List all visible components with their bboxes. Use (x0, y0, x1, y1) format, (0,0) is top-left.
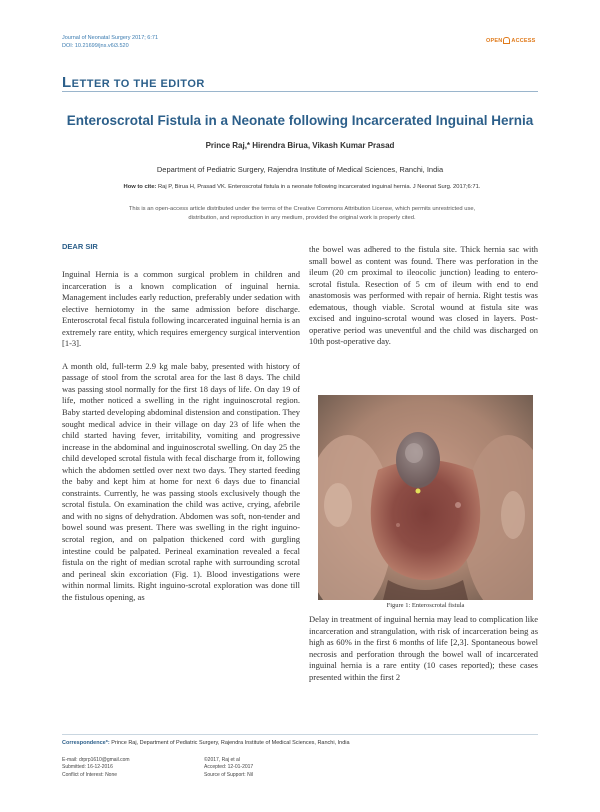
intro-paragraph: Inguinal Hernia is a common surgical problem in children and incarceration is a known complication of inguinal hernia. Management includes early reduction, preferably under sedation with elective herniotomy in the same admission before discharge. Enteroscrotal fecal fistula following incarcerated inguinal hernia is an extremely rare entity, which requires emergency surgical intervention [1-3]. (62, 269, 300, 349)
clinical-photo (318, 395, 533, 600)
journal-citation: Journal of Neonatal Surgery 2017; 6:71 (62, 35, 159, 41)
journal-doi[interactable]: DOI: 10.21699/jns.v6i3.520 (62, 43, 129, 49)
footer-right (204, 757, 253, 779)
salutation: DEAR SIR (62, 242, 98, 251)
copyright: ©2017, Raj et al (204, 757, 240, 763)
journal-header (62, 34, 158, 50)
article-authors: Prince Raj,* Hirendra Birua, Vikash Kumar Prasad (205, 141, 395, 150)
section-heading: LETTER TO THE EDITOR (62, 74, 205, 91)
article-title: Enteroscrotal Fistula in a Neonate following Incarcerated Inguinal Hernia (66, 113, 534, 128)
correspondence-text: Prince Raj, Department of Pediatric Surgery, Rajendra Institute of Medical Sciences, Ranchi, India (111, 740, 350, 746)
enteroscrotal-fistula-photo (318, 395, 533, 600)
left-column (62, 269, 300, 614)
discussion-paragraph: Delay in treatment of inguinal hernia may lead to complication like incarceration and strangulation, with risk of incarceration being as high as 60% in the first 6 months of life [2,3]. Spontaneous bowel necrosis and perforation through the bowel wall of incarcerated inguinal hernia is a rare entity (10 cases reported); these cases presented within the first 2 (309, 614, 538, 682)
correspondence (62, 740, 350, 746)
source-of-support: Source of Support: Nil (204, 771, 253, 778)
open-lock-icon (503, 37, 510, 44)
figure-caption: Figure 1: Enteroscrotal fistula (386, 602, 465, 609)
cite-label: How to cite: (123, 184, 157, 190)
footer-left (62, 757, 130, 779)
right-column-bottom (309, 614, 538, 694)
correspondence-label: Correspondence*: (62, 740, 110, 746)
article-affiliation: Department of Pediatric Surgery, Rajendra Institute of Medical Sciences, Ranchi, India (156, 165, 444, 174)
accepted-date: Accepted: 12-01-2017 (204, 764, 254, 771)
footer-divider (62, 734, 538, 735)
header-divider (62, 91, 538, 92)
conflict-of-interest: Conflict of Interest: None (62, 771, 118, 778)
operative-paragraph: the bowel was adhered to the fistula site. Thick hernia sac with small bowel as content was found. There was perforation in the ileum (20 cm proximal to ileocolic junction) leading to entero-scrotal fistula. Resection of 5 cm of ileum with end to end anastomosis was performed with repair of hernia. Right testis was edematous, though viable. Scrotal wound at fistula site was excised and inguino-scrotal wound was closed in layers. Post-operative period was uneventful and the child was discharged on 10th post-operative day. (309, 244, 538, 347)
right-column-top (309, 244, 538, 359)
submitted-date: Submitted: 16-12-2016 (62, 764, 113, 771)
open-access-logo: OPEN ACCESS (486, 37, 536, 44)
email[interactable]: E-mail: drprp1610@gmail.com (62, 757, 130, 763)
case-paragraph: A month old, full-term 2.9 kg male baby, presented with history of passage of stool from the scrotal area for the last 8 days. The child was passing stool normally for the first 18 days of life. On day 19 of life, mother noticed a swelling in the right inguinoscrotal region. Baby started developing abdominal distension and constipation. They sought medical advice in their village on day 23 of life when the child started having fever, irritability, vomiting and progressive increase in the abdominal and inguinoscrotal swelling. On day 25 the child developed scrotal fistula with fecal discharge from it, following which the abdomen settled over next two days. They started feeding the baby and kept him at home for next 6 days due to financial constraints. Currently, he was passing stools exclusively though the scrotal fistula. On examination the child was active, crying, afebrile and with no signs of dehydration. Abdomen was soft, non-tender and bowel sound was present. There was swelling in the right inguino-scrotal region, and on palpation thickened cord with gurgling intestine could be palpated. Perineal examination revealed a fecal fistula on the right of median scrotal raphe with surrounding scrotal and perineal skin excoriation (Fig. 1). Blood investigations were within normal limits. Right inguino-scrotal exploration was done till the fistulous opening, as (62, 360, 300, 602)
how-to-cite (62, 184, 542, 190)
license-notice: This is an open-access article distributed under the terms of the Creative Commons Attribution License, which permits unrestricted use, distribution, and reproduction in any medium, provided the original work is properly cited. (128, 206, 476, 221)
cite-text: Raj P, Birua H, Prasad VK. Enteroscrotal fistula in a neonate following incarcerated inguinal hernia. J Neonat Surg. 2017;6:71. (158, 184, 481, 190)
